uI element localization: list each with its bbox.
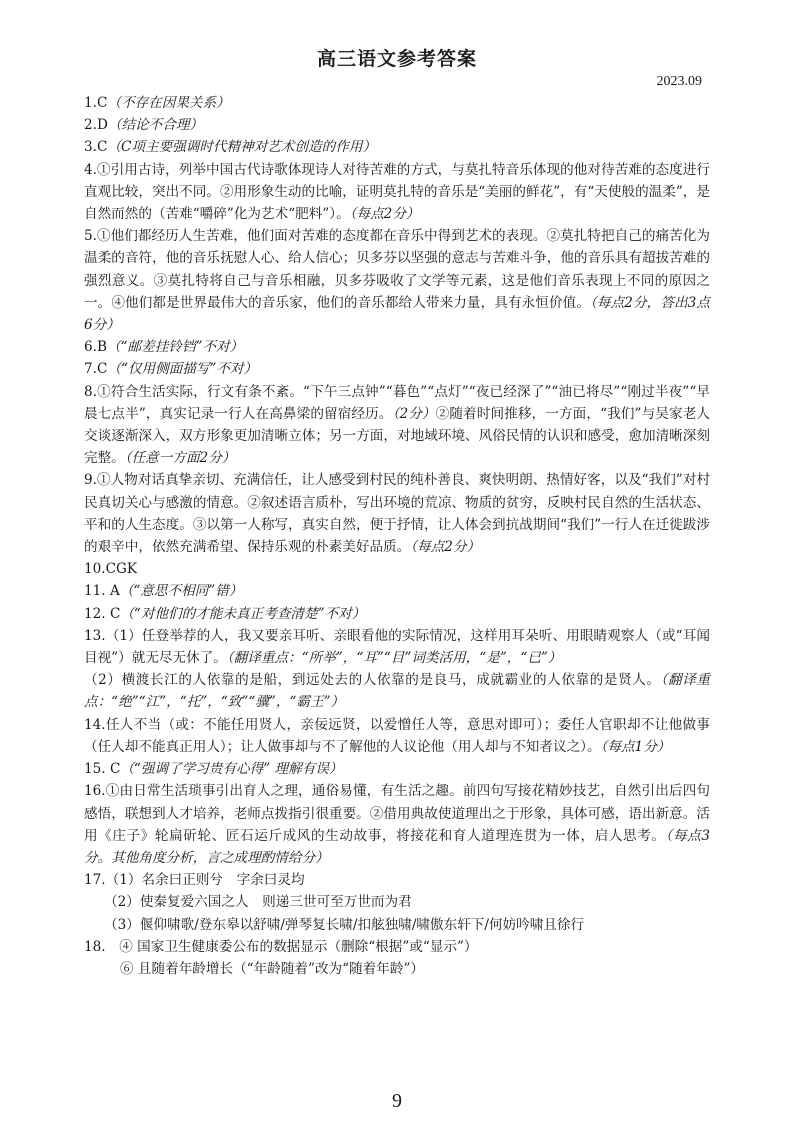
- answer-text: 2.D: [84, 117, 108, 134]
- answer-item: [84, 159, 710, 226]
- answer-note: （每点2分）: [349, 206, 420, 223]
- answer-item: [84, 469, 710, 558]
- answer-item: [84, 136, 710, 158]
- answer-item: [84, 780, 710, 869]
- answer-note: （翻译重点：“绝”“江”，“托”，“致”“骥”，“霸王”）: [84, 672, 710, 711]
- answer-text: 6.B: [84, 339, 107, 356]
- answer-text: 10.CGK: [84, 561, 138, 578]
- answer-item: [84, 580, 710, 602]
- answer-text: 7.C: [84, 361, 108, 378]
- answer-list: [84, 92, 710, 980]
- answer-note: （每点2分，答出3点6分）: [84, 294, 711, 334]
- answer-text: 1.C: [84, 95, 108, 111]
- answer-note: （结论不合理）: [107, 117, 204, 134]
- answer-item: [84, 336, 710, 358]
- answer-note: （C项主要强调时代精神对艺术创造的作用）: [107, 139, 377, 156]
- answer-item: [84, 669, 710, 713]
- answer-item: [84, 558, 710, 580]
- answer-note: （翻译重点：“所举”，“耳”“目”词类活用，“是”，“已”）: [226, 650, 562, 667]
- answer-text: （3）偃仰啸歌/登东皋以舒啸/弹琴复长啸/扣舷独啸/啸傲东轩下/何妨吟啸且徐行: [104, 916, 585, 933]
- answer-text: 17.: [84, 872, 106, 889]
- answer-note: （每点3分。其他角度分析，言之成理酌情给分）: [84, 827, 710, 866]
- answer-note: （“对他们的才能未真正考查清楚”不对）: [120, 605, 366, 622]
- answer-item: [84, 114, 710, 136]
- answer-text: 5.①他们都经历人生苦难，他们面对苦难的态度都在音乐中得到艺术的表现。②莫扎特把自己的痛苦化为温柔的音符，他的音乐抚慰人心、给人信心；贝多芬以坚强的意志与苦难斗争，他的音乐具有超拔苦难的强烈意义。③莫扎特将自己与音乐相融，贝多芬吸收了文学等元素，这是他们音乐表现上不同的原因之一。④他们都是世界最伟大的音乐家，他们的音乐都给人带来力量，具有永恒价值。: [84, 228, 710, 311]
- answer-text: 9.①人物对话真挚亲切、充满信任，让人感受到村民的纯朴善良、爽快明朗、热情好客，以及“我们”对村民真切关心与感激的情意。②叙述语言质朴，写出环境的荒凉、物质的贫穷，反映村民自然的生活状态、平和的人生态度。③以第一人称写，真实自然，便于抒情，让人体会到抗战期间“我们”一行人在迁徙跋涉的艰辛中，依然充满希望、保持乐观的朴素美好品质。: [84, 472, 710, 556]
- answer-text: ④ 国家卫生健康委公布的数据显示（删除“根据”或“显示”）: [119, 938, 478, 955]
- answer-item: [84, 625, 710, 669]
- page-number: 9: [392, 1090, 402, 1112]
- answer-item: [84, 92, 710, 114]
- exam-date: 2023.09: [656, 74, 702, 89]
- answer-item: [84, 936, 710, 958]
- answer-text: （2）使秦复爱六国之人 则递三世可至万世而为君: [104, 894, 412, 911]
- answer-note: （“强调了学习贵有心得” 理解有误）: [120, 761, 343, 778]
- answer-item: [84, 603, 710, 625]
- answer-note: （每点2分）: [410, 539, 481, 556]
- answer-note: （每点1分）: [600, 738, 671, 755]
- answer-text: 12. C: [84, 605, 121, 622]
- page-title: 高三语文参考答案: [316, 48, 477, 70]
- answer-text: 11. A: [84, 583, 120, 600]
- answer-text: 14.任人不当（或：不能任用贤人，亲佞远贤，以爱憎任人等，意思对即可）；委任人官职却不让他做事（任人却不能真正用人）；让人做事却与不了解他的人议论他（用人却与不知者议之）。: [84, 716, 710, 755]
- answer-item: [84, 914, 710, 936]
- answer-note: （“邮差挂铃铛”不对）: [106, 339, 244, 356]
- answer-item: [84, 714, 710, 758]
- answer-text: 8.①符合生活实际，行文有条不紊。“下午三点钟”“暮色”“点灯”“夜已经深了”“油已将尽”“刚过半夜”“早晨七点半”，真实记录一行人在高鼻梁的留宿经历。: [84, 383, 710, 422]
- answer-item: [84, 758, 710, 780]
- answer-text: 13.（1）任登举荐的人，我又要亲耳听、亲眼看他的实际情况，这样用耳朵听、用眼睛观察人（或“耳闻目视”）就无尽无休了。: [84, 627, 710, 667]
- answer-text: ⑥ 且随着年龄增长（“年龄随着”改为“随着年龄”）: [120, 960, 424, 977]
- answer-item: [84, 225, 710, 336]
- answer-item: [84, 869, 710, 891]
- answer-text: 18.: [84, 938, 106, 955]
- answer-note: （2分）: [392, 405, 436, 422]
- answer-item: [84, 358, 710, 380]
- answer-text: （2）横渡长江的人依靠的是船，到远处去的人依靠的是良马，成就霸业的人依靠的是贤人。: [84, 672, 661, 689]
- answer-item: [84, 381, 710, 470]
- answer-text: 3.C: [84, 139, 108, 156]
- answer-note: （不存在因果关系）: [107, 95, 230, 111]
- answer-note: （任意一方面2分）: [124, 450, 236, 467]
- answer-text: 16.①由日常生活琐事引出育人之理，通俗易懂，有生活之趣。前四句写接花精妙技艺，自然引出后四句感悟，联想到人才培养，老师点拨指引很重要。②借用典故使道理出之于形象，具体可感，语出新意。活用《庄子》轮扁斫轮、匠石运斤成风的生动故事，将接花和育人道理连贯为一体，启人思考。: [84, 783, 710, 844]
- answer-text: 4.①引用古诗，列举中国古代诗歌体现诗人对待苦难的方式，与莫扎特音乐体现的他对待苦难的态度进行直观比较，突出不同。②用形象生动的比喻，证明莫扎特的音乐是“美丽的鲜花”，有“天使般的温柔”，是自然而然的（苦难“嚼碎”化为艺术“肥料”）。: [84, 161, 710, 223]
- answer-item: [84, 958, 710, 980]
- answer-text: 15. C: [84, 761, 121, 778]
- answer-item: [84, 891, 710, 913]
- answer-text: （1）名余曰正则兮 字余曰灵均: [105, 872, 305, 889]
- answer-note: （“仅用侧面描写”不对）: [107, 361, 258, 378]
- answer-text: ②随着时间推移，一方面，“我们”与吴家老人交谈逐渐深入，双方形象更加清晰立体；另一方面，对地域环境、风俗民情的认识和感受，愈加清晰深刻完整。: [84, 405, 710, 467]
- answer-note: （“意思不相同”错）: [119, 583, 243, 600]
